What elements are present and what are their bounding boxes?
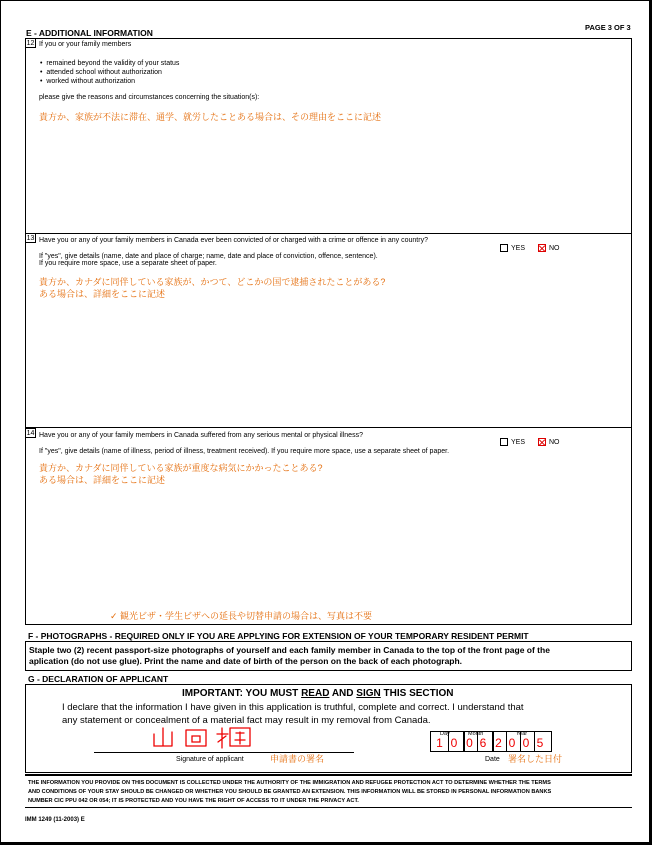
section-e-title: E - ADDITIONAL INFORMATION [26,28,153,38]
sign-emphasis: SIGN [356,688,381,699]
privacy-line-2: AND CONDITIONS OF YOUR STAY SHOULD BE CHANGED OR WHETHER YOU SHOULD BE GRANTED AN EXTENSION. THIS INFORMATION WILL BE STORED IN PERSONAL INFORMATION BANKS [28,789,552,795]
page-number: PAGE 3 OF 3 [585,23,631,32]
q13-no-checkbox[interactable] [538,244,546,252]
q13-yes-label: YES [511,245,526,252]
q12-japanese-note: 貴方か、家族が不法に滞在、通学、就労したことある場合は、その理由をここに記述 [39,112,382,122]
year-label: Year [516,731,528,737]
q13-japanese-note-2: ある場合は、詳細をここに記述 [39,289,166,299]
important-notice: IMPORTANT: YOU MUST READ AND SIGN THIS SECTION [182,688,454,699]
question-number-14: 14 [26,430,35,437]
q14-detail: If "yes", give details (name of illness, period of illness, treatment received). If you require more space, use a separate sheet of paper. [39,448,450,455]
q12-answer-area[interactable] [39,126,629,230]
photo-exemption-japanese-note: ✓ 観光ビザ・学生ビザへの延長や切替申請の場合は、写真は不要 [110,611,373,621]
q13-yes-checkbox[interactable] [500,244,508,252]
q14-japanese-note-1: 貴方か、カナダに同伴している家族が重度な病気にかかったことある? [39,463,323,473]
q13-detail-line-2: If you require more space, use a separate sheet of paper. [39,260,217,267]
question-number-13: 13 [26,235,35,242]
date-digit: 0 [506,732,517,752]
section-g-title: G - DECLARATION OF APPLICANT [28,674,169,684]
q14-yes-checkbox[interactable] [500,438,508,446]
q12-prompt: If you or your family members [39,41,132,48]
q13-answer-area[interactable] [39,303,629,423]
day-label: Day [440,731,450,737]
q14-yes-label: YES [511,439,526,446]
q14-no-label: NO [549,439,560,446]
date-digit: 5 [534,732,545,752]
declaration-text [62,701,524,727]
footer-rule [25,774,632,776]
signature-label: Signature of applicant [176,756,244,763]
q12-bullet: • remained beyond the validity of your status [40,60,180,67]
section-f-line-2: aplication (do not use glue). Print the name and date of birth of the person on the back of each photograph. [29,656,463,666]
section-f-instructions [29,645,550,667]
handwritten-signature [150,722,260,752]
date-digit: 0 [463,732,474,752]
section-f-title: F - PHOTOGRAPHS - REQUIRED ONLY IF YOU ARE APPLYING FOR EXTENSION OF YOUR TEMPORARY RESIDENT PERMIT [28,631,529,641]
declaration-line-1: I declare that the information I have given in this application is truthful, complete and correct. I understand that [62,702,524,713]
date-digit: 6 [477,732,488,752]
date-digit: 0 [520,732,531,752]
privacy-line-3: NUMBER CIC PPU 042 OR 054; IT IS PROTECTED AND YOU HAVE THE RIGHT OF ACCESS TO IT UNDER THE PRIVACY ACT. [28,798,359,804]
q13-no-label: NO [549,245,560,252]
q14-answer-area[interactable] [39,490,629,605]
month-label: Month [468,731,484,737]
footer-rule-bottom [25,807,632,808]
q13-detail-line-1: If "yes", give details (name, date and place of charge; name, date and place of conviction, offence, sentence). [39,253,378,260]
q12-bullet: • worked without authorization [40,78,136,85]
date-digit: 2 [492,732,503,752]
privacy-notice [28,779,551,806]
date-digit: 1 [436,736,443,750]
q14-question: Have you or any of your family members in Canada suffered from any serious mental or physical illness? [39,432,363,439]
q12-bullet: • attended school without authorization [40,69,162,76]
declaration-line-2: any statement or concealment of a material fact may result in my removal from Canada. [62,715,431,726]
q14-no-checkbox[interactable] [538,438,546,446]
signature-japanese-label: 申請書の署名 [270,754,325,764]
q12-bullet-list [40,59,179,86]
question-number-12: 12 [26,40,35,47]
q12-instruction: please give the reasons and circumstances concerning the situation(s): [39,94,260,101]
date-field[interactable] [430,731,552,752]
privacy-line-1: THE INFORMATION YOU PROVIDE ON THIS DOCUMENT IS COLLECTED UNDER THE AUTHORITY OF THE IMMIGRATION AND REFUGEE PROTECTION ACT TO DETERMINE WHETHER THE TERMS [28,780,551,786]
q14-japanese-note-2: ある場合は、詳細をここに記述 [39,475,166,485]
section-f-line-1: Staple two (2) recent passport-size photographs of yourself and each family member in Canada to the top of the front page of the [29,645,550,655]
form-code: IMM 1249 (11-2003) E [25,817,85,823]
date-japanese-label: 署名した日付 [508,754,563,764]
date-digit: 0 [448,732,459,752]
date-label: Date [485,756,500,763]
read-emphasis: READ [301,688,330,699]
q13-question: Have you or any of your family members in Canada ever been convicted of or charged with a crime or offence in any country? [39,237,428,244]
q13-japanese-note-1: 貴方か、カナダに同伴している家族が、かつて、どこかの国で逮捕されたことがある? [39,277,386,287]
